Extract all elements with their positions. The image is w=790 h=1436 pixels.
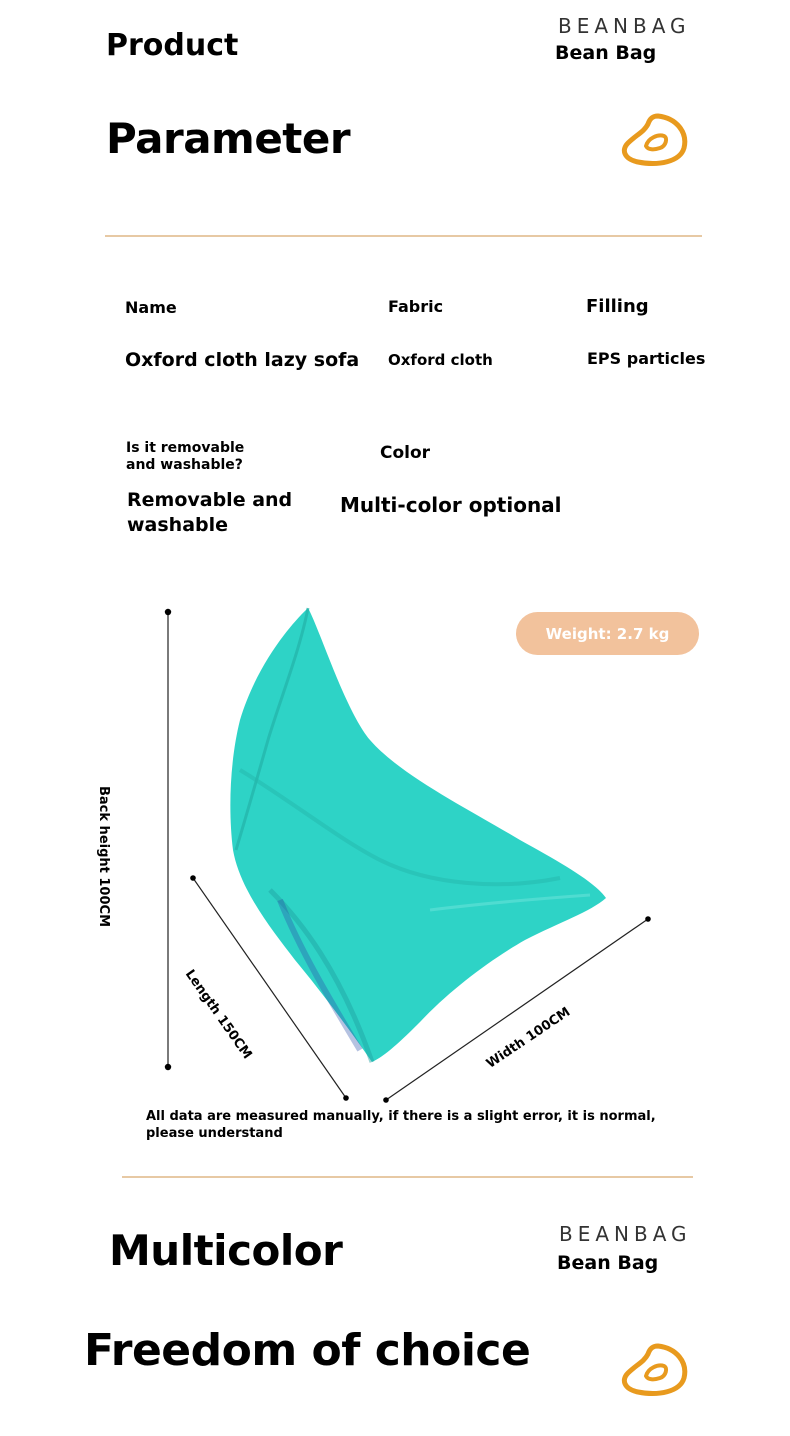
brand-subtitle-2: Bean Bag bbox=[557, 1252, 659, 1274]
section-title-parameter: Parameter bbox=[106, 114, 351, 163]
param-washable-label: Is it removable and washable? bbox=[126, 440, 245, 473]
product-illustration bbox=[0, 560, 790, 1120]
param-color-label: Color bbox=[380, 443, 431, 463]
back-height-label: Back height 100CM bbox=[96, 786, 111, 928]
divider-bottom bbox=[122, 1176, 693, 1178]
section-title-multicolor: Multicolor bbox=[109, 1226, 343, 1275]
weight-text: Weight: 2.7 kg bbox=[545, 624, 670, 643]
length-label: Length 150CM bbox=[181, 967, 255, 1063]
param-fabric-value: Oxford cloth bbox=[388, 351, 493, 369]
param-color-value: Multi-color optional bbox=[340, 493, 562, 517]
brand-name: BEANBAG bbox=[558, 14, 691, 38]
bean-bag-body bbox=[230, 608, 606, 1062]
param-name-value: Oxford cloth lazy sofa bbox=[125, 349, 360, 371]
param-fabric-label: Fabric bbox=[388, 297, 444, 316]
brand-name-2: BEANBAG bbox=[559, 1222, 692, 1246]
param-filling-value: EPS particles bbox=[587, 349, 706, 368]
brand-subtitle: Bean Bag bbox=[555, 42, 657, 64]
section-title-freedom: Freedom of choice bbox=[84, 1325, 531, 1376]
param-name-label: Name bbox=[125, 298, 177, 317]
bean-bag-outline-icon-2 bbox=[618, 1340, 690, 1400]
measurement-note: All data are measured manually, if there is a slight error, it is normal, please understand bbox=[146, 1109, 656, 1141]
section-title-product: Product bbox=[106, 28, 239, 63]
divider-top bbox=[105, 235, 702, 237]
width-label: Width 100CM bbox=[483, 1004, 574, 1072]
param-washable-value: Removable and washable bbox=[127, 489, 293, 536]
bean-bag-outline-icon bbox=[618, 110, 690, 170]
param-filling-label: Filling bbox=[586, 296, 649, 317]
